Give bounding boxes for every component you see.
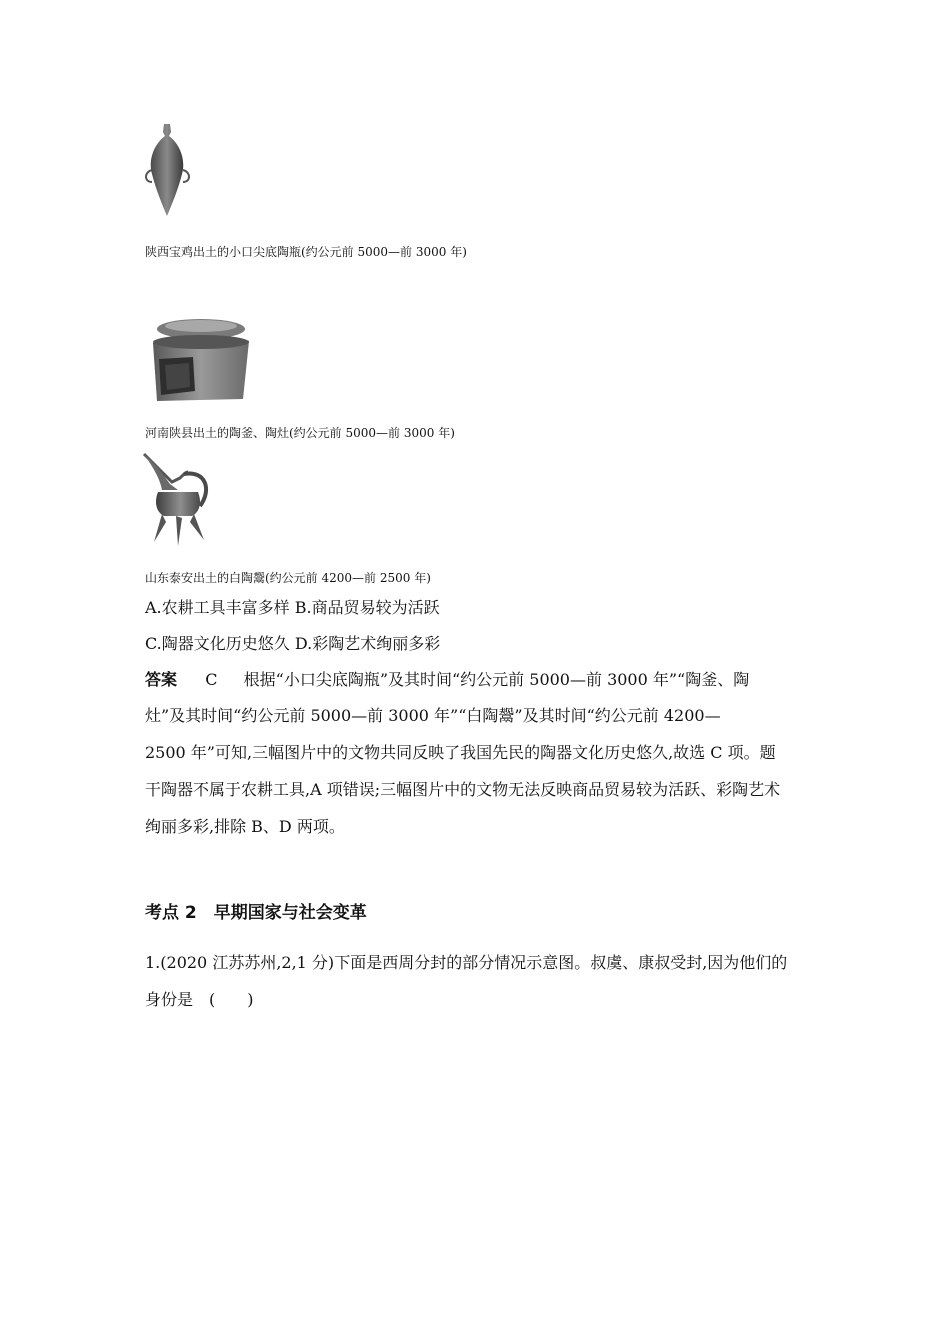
section-title: 考点 2 早期国家与社会变革 [145,903,367,923]
figure-1-caption: 陕西宝鸡出土的小口尖底陶瓶(约公元前 5000—前 3000 年) [145,245,467,259]
options-line-2: C.陶器文化历史悠久 D.彩陶艺术绚丽多彩 [145,634,441,653]
figure-1 [140,122,195,218]
pottery-stove-icon [143,315,253,405]
answer-choice: C [205,670,218,689]
pointed-bottle-vase-icon [140,122,195,218]
question-number: 1. [145,953,161,972]
figure-2-caption: 河南陕县出土的陶釜、陶灶(约公元前 5000—前 3000 年) [145,426,455,440]
answer-text-1: 根据“小口尖底陶瓶”及其时间“约公元前 5000—前 3000 年”“陶釜、陶 [243,670,750,689]
answer-line-4: 干陶器不属于农耕工具,A 项错误;三幅图片中的文物无法反映商品贸易较为活跃、彩陶艺术 [145,780,781,799]
white-pottery-gui-icon [140,450,215,548]
figure-3 [140,450,215,548]
question-line-2: 身份是 ( ) [145,990,254,1009]
figure-2 [143,315,253,405]
question-source: (2020 江苏苏州,2,1 分) [160,953,335,972]
answer-line-2: 灶”及其时间“约公元前 5000—前 3000 年”“白陶鬶”及其时间“约公元前 4200— [145,706,721,725]
answer-line-3: 2500 年”可知,三幅图片中的文物共同反映了我国先民的陶器文化历史悠久,故选 C 项。题 [145,743,776,762]
question-text-1: 下面是西周分封的部分情况示意图。叔虞、康叔受封,因为他们的 [334,953,788,972]
options-line-1: A.农耕工具丰富多样 B.商品贸易较为活跃 [145,598,440,617]
answer-line-1 [145,669,749,691]
figure-3-caption: 山东泰安出土的白陶鬶(约公元前 4200—前 2500 年) [145,571,431,585]
answer-line-5: 绚丽多彩,排除 B、D 两项。 [145,817,345,836]
answer-label: 答案 [145,670,178,689]
question-line-1 [145,952,787,974]
